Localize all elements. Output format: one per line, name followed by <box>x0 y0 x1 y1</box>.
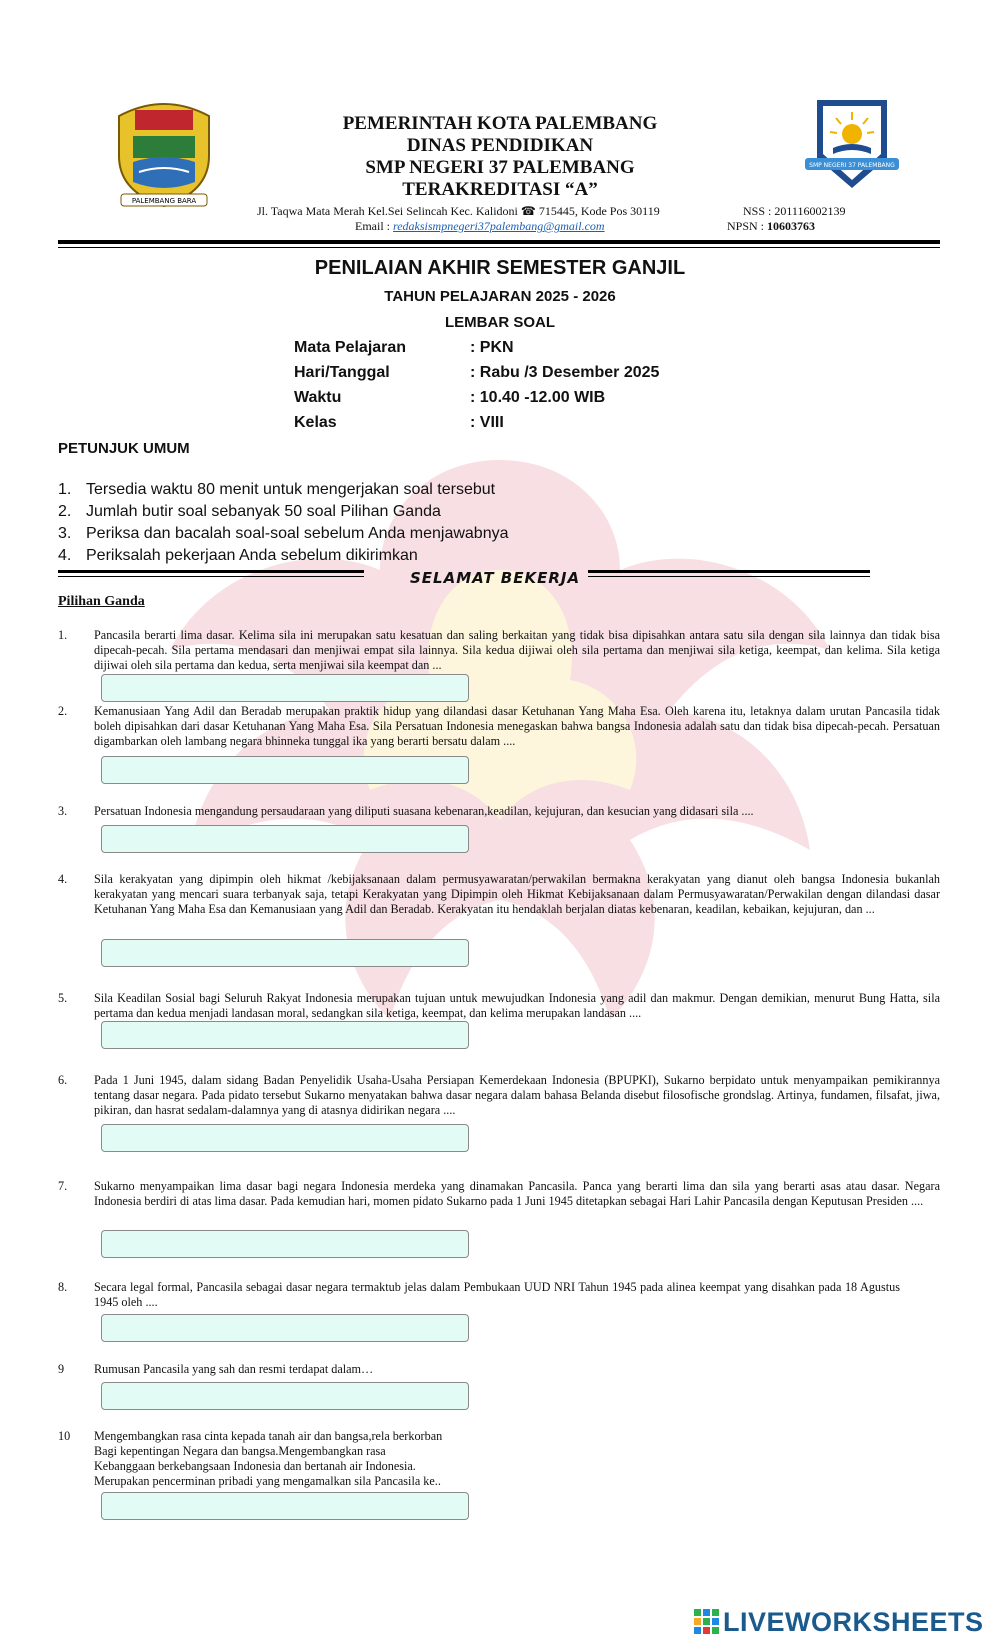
liveworksheets-grid-icon <box>694 1609 720 1635</box>
exam-title: PENILAIAN AKHIR SEMESTER GANJIL <box>314 257 686 279</box>
answer-field-9[interactable] <box>101 1382 469 1410</box>
answer-field-2[interactable] <box>101 756 469 784</box>
question-text: Sila Keadilan Sosial bagi Seluruh Rakyat Indonesia merupakan tujuan untuk mewujudkan Indonesia yang adil dan makmur. Dengan demikian, menurut Bung Hatta, sila pertama dan kedua menjadi landasan moral, sedangkan sila ketiga, keempat, dan kelima merupakan landasan .... <box>94 991 940 1020</box>
info-value-date: : Rabu /3 Desember 2025 <box>470 364 660 381</box>
info-label-time: Waktu <box>294 389 342 406</box>
liveworksheets-logo[interactable] <box>694 1608 984 1636</box>
info-label-subject: Mata Pelajaran <box>294 339 407 356</box>
question-text: Sukarno menyampaikan lima dasar bagi negara Indonesia merdeka yang dinamakan Pancasila. Panca yang berarti lima dan sila yang berarti asas atau dasar. Negara Indonesia berdiri di atas lima dasar. Pada kemudian hari, momen pidato Sukarno pada 1 Juni 1945 ditetapkan sebagai Hari Lahir Pancasila dengan Keputusan Presiden .... <box>94 1179 940 1208</box>
closing-message: SELAMAT BEKERJA <box>410 569 581 587</box>
answer-field-4[interactable] <box>101 939 469 967</box>
question-text: Rumusan Pancasila yang sah dan resmi terdapat dalam… <box>94 1362 374 1376</box>
school-email-row <box>355 219 605 234</box>
instructions-heading: PETUNJUK UMUM <box>58 440 190 457</box>
question-text: Mengembangkan rasa cinta kepada tanah air dan bangsa,rela berkorban Bagi kepentingan Negara dan bangsa.Mengembangkan rasa Kebanggaan berkebangsaan Indonesia dan bertanah air Indonesia. Merupakan pencerminan pribadi yang mengamalkan sila Pancasila ke.. <box>94 1429 443 1488</box>
answer-field-6[interactable] <box>101 1124 469 1152</box>
question-text: Pada 1 Juni 1945, dalam sidang Badan Penyelidik Usaha-Usaha Persiapan Kemerdekaan Indonesia (BPUPKI), Sukarno berpidato untuk menyampaikan pemikirannya tentang dasar negara. Pada pidato tersebut Sukarno menyatakan bahwa dasar negara dalam bahasa Belanda disebut filosofische grondslag. Artinya, fundamen, filsafat, jiwa, pikiran, dan hasrat sedalam-dalamnya yang di atasnya didirikan negara .... <box>94 1073 940 1117</box>
question-text: Pancasila berarti lima dasar. Kelima sila ini merupakan satu kesatuan dan saling berkaitan yang tidak bisa dipisahkan antara satu sila dengan sila lainnya dan tidak bisa dipecah-pecah. Sila pertama mendasari dan menjiwai empat sila lainnya. Sila kedua dijiwai oleh sila pertama dan menjiwai sila ketiga, keempat, dan kelima. Sila ketiga dijiwai oleh sila pertama dan kedua, serta menjiwai sila keempat dan ... <box>94 628 940 672</box>
answer-field-8[interactable] <box>101 1314 469 1342</box>
school-logo-icon <box>803 96 901 194</box>
instruction-item: 1. Tersedia waktu 80 menit untuk mengerjakan soal tersebut <box>58 481 496 498</box>
info-value-subject: : PKN <box>470 339 514 356</box>
answer-field-10[interactable] <box>101 1492 469 1520</box>
instruction-item: 3. Periksa dan bacalah soal-soal sebelum Anda menjawabnya <box>58 525 509 542</box>
closing-rule-left <box>58 570 364 573</box>
exam-sheet: LEMBAR SOAL <box>445 314 555 331</box>
closing-rule-right <box>588 570 870 573</box>
closing-rule-right-thin <box>588 576 870 577</box>
question-text: Sila kerakyatan yang dipimpin oleh hikmat /kebijaksanaan dalam permusyawaratan/perwakilan bermakna kerakyatan yang dianut oleh bangsa Indonesia bukanlah kerakyatan yang mencari suara terbanyak saja, tetapi Kerakyatan yang Dipimpin oleh Hikmat Kebijaksanaan dalam Permusyawaratan/Perwakilan dengan dilandasi dasar Ketuhanan Yang Maha Esa dan Kemanusiaan yang Adil dan Beradab. Kerakyatan itu hendaklah berjalan diatas kebenaran, keadilan, kebaikan, kejujuran, dan ... <box>94 872 940 916</box>
info-label-class: Kelas <box>294 414 337 431</box>
answer-field-7[interactable] <box>101 1230 469 1258</box>
section-title: Pilihan Ganda <box>58 594 145 609</box>
question-text: Persatuan Indonesia mengandung persaudaraan yang diliputi suasana kebenaran,keadilan, kejujuran, dan kesucian yang didasari sila .... <box>94 804 754 818</box>
question-text: Kemanusiaan Yang Adil dan Beradab merupakan praktik hidup yang dilandasi dasar Ketuhanan Yang Maha Esa. Oleh karena itu, letaknya dalam urutan Pancasila tidak boleh dipisahkan dari dasar Ketuhanan Yang Maha Esa. Sila Persatuan Indonesia menegaskan bahwa bangsa Indonesia adalah satu dan tidak bisa dipecah-pecah. Persatuan digambarkan oleh lambang negara bhinneka tunggal ika yang berarti bersatu dalam .... <box>94 704 940 748</box>
emblem-ribbon-text: PALEMBANG BARA <box>131 197 197 205</box>
answer-field-1[interactable] <box>101 674 469 702</box>
question-text: Secara legal formal, Pancasila sebagai dasar negara termaktub jelas dalam Pembukaan UUD NRI Tahun 1945 pada alinea keempat yang disahkan pada 18 Agustus 1945 oleh .... <box>94 1280 900 1309</box>
school-npsn: NPSN : 10603763 <box>727 219 816 233</box>
closing-rule-left-thin <box>58 576 364 577</box>
palembang-city-emblem-icon <box>113 96 215 214</box>
email-link[interactable]: redaksismpnegeri37palembang@gmail.com <box>393 219 605 233</box>
info-value-class: : VIII <box>470 414 504 431</box>
instruction-item: 4. Periksalah pekerjaan Anda sebelum dikirimkan <box>58 547 418 564</box>
school-nss: NSS : 201116002139 <box>743 204 846 218</box>
info-value-time: : 10.40 -12.00 WIB <box>470 389 606 406</box>
school-address: Jl. Taqwa Mata Merah Kel.Sei Selincah Kec. Kalidoni ☎ 715445, Kode Pos 30119 <box>257 204 660 218</box>
header-government: PEMERINTAH KOTA PALEMBANG <box>342 113 658 134</box>
header-department: DINAS PENDIDIKAN <box>406 135 594 156</box>
answer-field-3[interactable] <box>101 825 469 853</box>
exam-year: TAHUN PELAJARAN 2025 - 2026 <box>384 288 616 305</box>
liveworksheets-wordmark: LIVEWORKSHEETS <box>723 1606 984 1637</box>
info-label-date: Hari/Tanggal <box>294 364 390 381</box>
email-label: Email : <box>355 219 393 233</box>
header-accreditation: TERAKREDITASI “A” <box>402 179 598 200</box>
instruction-item: 2. Jumlah butir soal sebanyak 50 soal Pilihan Ganda <box>58 503 441 520</box>
header-divider-thick <box>58 240 940 244</box>
header-school: SMP NEGERI 37 PALEMBANG <box>365 157 635 178</box>
answer-field-5[interactable] <box>101 1021 469 1049</box>
svg-text:SMP NEGERI 37 PALEMBANG: SMP NEGERI 37 PALEMBANG <box>809 162 895 169</box>
header-divider-thin <box>58 247 940 248</box>
